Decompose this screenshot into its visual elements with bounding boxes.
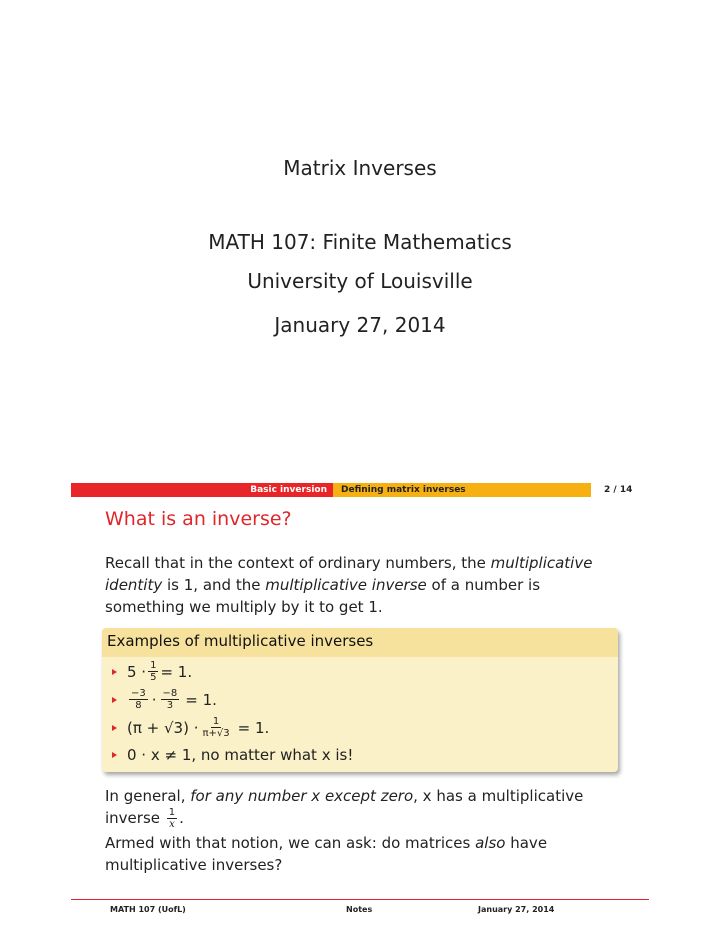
example-block-header [102,628,618,657]
bullet-icon [112,669,117,675]
nav-subsection-label: Defining matrix inverses [341,485,466,495]
example-block [102,628,618,772]
bullet-icon [112,725,117,731]
fraction: $\frac{-3}{8}$ [131,688,146,711]
list-item: 5 · $\frac{1}{5}$ = 1. [112,660,192,683]
footer-author: MATH 107 (UofL) [110,905,186,914]
fraction: $\frac{1}{x}$ [168,807,176,830]
bullet-icon [112,752,117,758]
nav-section-label: Basic inversion [250,485,327,495]
footer-date: January 27, 2014 [478,905,555,914]
fraction: $\frac{1}{5}$ [150,660,157,683]
list-item: 0 · x ≠ 1, no matter what x is! [112,746,353,764]
nav-section[interactable] [71,483,333,497]
footer-title: Notes [346,905,373,914]
list-item: (π + √3) · $\frac{1}{\pi+√3}$ = 1. [112,716,269,739]
example-block-title: Examples of multiplicative inverses [107,632,374,650]
nav-subsection[interactable] [333,483,591,497]
course-name: MATH 107: Finite Mathematics [208,230,512,254]
presentation-date: January 27, 2014 [274,313,446,337]
intro-paragraph: Recall that in the context of ordinary numbers, the multiplicative identity is 1, and the multiplicative inverse of a number is something we multiply by it to get 1. [105,554,593,616]
footer-divider [71,899,649,900]
university-name: University of Louisville [247,269,473,293]
slide-number: 2 / 14 [604,485,633,495]
closing-paragraph: Armed with that notion, we can ask: do matrices also have multiplicative inverses? [105,834,548,874]
fraction: $\frac{1}{\pi+√3}$ [202,716,230,739]
presentation-title: Matrix Inverses [283,156,437,180]
list-item: $\frac{-3}{8}$ · $\frac{-8}{3}$ = 1. [112,688,217,711]
frame-title: What is an inverse? [105,508,292,530]
general-paragraph: In general, for any number x except zero, x has a multiplicative inverse $\frac{1}{x}$ . [105,787,584,830]
fraction: $\frac{-8}{3}$ [162,688,178,711]
bullet-icon [112,697,117,703]
